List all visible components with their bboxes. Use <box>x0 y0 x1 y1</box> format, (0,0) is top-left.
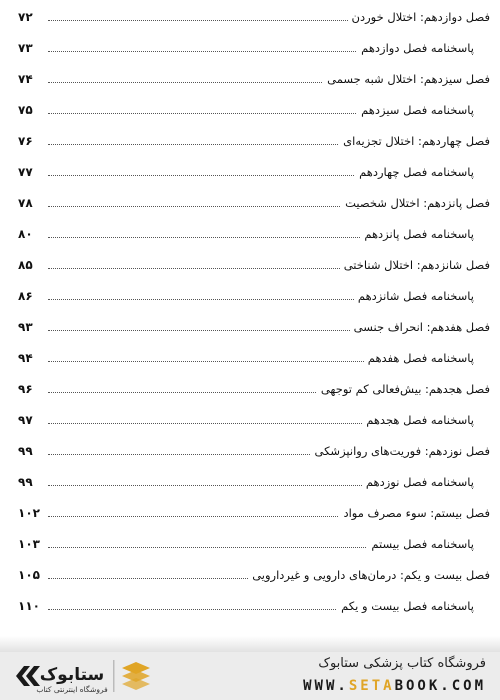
toc-answer-row[interactable] <box>0 533 500 555</box>
toc-entry-label: پاسخنامه فصل هفدهم <box>364 347 474 369</box>
toc-entry-label: پاسخنامه فصل پانزدهم <box>360 223 474 245</box>
toc-entry-label: پاسخنامه فصل سیزدهم <box>357 99 474 121</box>
toc-page-number: ۷۵ <box>18 99 37 121</box>
toc-entry-label: پاسخنامه فصل دوازدهم <box>357 37 474 59</box>
toc-entry-label: فصل دوازدهم: اختلال خوردن <box>348 6 490 28</box>
toc-entry-label: فصل شانزدهم: اختلال شناختی <box>340 254 490 276</box>
toc-entry-label: فصل سیزدهم: اختلال شبه جسمی <box>323 68 490 90</box>
store-name: فروشگاه کتاب پزشکی ستابوک <box>318 656 486 671</box>
logo-subtext: فروشگاه اینترنتی کتاب <box>36 685 108 694</box>
toc-page-number: ۱۱۰ <box>18 595 44 617</box>
toc-page-number: ۷۸ <box>18 192 37 214</box>
toc-page-number: ۷۳ <box>18 37 37 59</box>
toc-answer-row[interactable] <box>0 347 500 369</box>
setabook-logo <box>10 656 170 696</box>
store-url[interactable] <box>303 678 486 694</box>
toc-answer-row[interactable] <box>0 409 500 431</box>
toc-chapter-row[interactable] <box>0 502 500 524</box>
toc-page-number: ۷۲ <box>18 6 37 28</box>
toc-chapter-row[interactable] <box>0 440 500 462</box>
toc-page-number: ۹۳ <box>18 316 37 338</box>
toc-page-number: ۹۶ <box>18 378 37 400</box>
toc-answer-row[interactable] <box>0 471 500 493</box>
toc-entry-label: فصل پانزدهم: اختلال شخصیت <box>341 192 490 214</box>
logo-wordmark: ستابوک <box>39 665 105 685</box>
toc-answer-row[interactable] <box>0 285 500 307</box>
toc-page-number: ۹۹ <box>18 471 37 493</box>
footer-banner <box>0 652 500 700</box>
toc-entry-label: پاسخنامه فصل چهاردهم <box>355 161 474 183</box>
toc-entry-label: فصل هفدهم: انحراف جنسی <box>350 316 490 338</box>
toc-chapter-row[interactable] <box>0 192 500 214</box>
toc-page-number: ۱۰۵ <box>18 564 44 586</box>
toc-page-number: ۷۷ <box>18 161 37 183</box>
toc-entry-label: فصل بیستم: سوء مصرف مواد <box>339 502 490 524</box>
toc-entry-label: فصل هجدهم: بیش‌فعالی کم توجهی <box>317 378 490 400</box>
toc-page-number: ۸۶ <box>18 285 37 307</box>
toc-entry-label: پاسخنامه فصل بیست و یکم <box>337 595 474 617</box>
toc-answer-row[interactable] <box>0 223 500 245</box>
toc-answer-row[interactable] <box>0 161 500 183</box>
toc-chapter-row[interactable] <box>0 564 500 586</box>
toc-chapter-row[interactable] <box>0 254 500 276</box>
toc-chapter-row[interactable] <box>0 316 500 338</box>
toc-page-number: ۱۰۳ <box>18 533 44 555</box>
toc-page-number: ۷۴ <box>18 68 37 90</box>
toc-page-number: ۷۶ <box>18 130 37 152</box>
url-accent: SETA <box>348 678 395 694</box>
toc-entry-label: پاسخنامه فصل بیستم <box>367 533 474 555</box>
toc-entry-label: فصل بیست و یکم: درمان‌های دارویی و غیردارویی <box>248 564 490 586</box>
toc-chapter-row[interactable] <box>0 6 500 28</box>
toc-entry-label: پاسخنامه فصل هجدهم <box>362 409 474 431</box>
toc-entry-label: فصل نوزدهم: فوریت‌های روانپزشکی <box>311 440 491 462</box>
toc-entry-label: پاسخنامه فصل شانزدهم <box>354 285 474 307</box>
toc-page-number: ۹۷ <box>18 409 37 431</box>
toc-page-number: ۹۹ <box>18 440 37 462</box>
url-prefix: WWW. <box>303 678 349 694</box>
toc-page-number: ۸۵ <box>18 254 37 276</box>
toc-chapter-row[interactable] <box>0 68 500 90</box>
toc-answer-row[interactable] <box>0 99 500 121</box>
toc-page-number: ۸۰ <box>18 223 37 245</box>
url-suffix: BOOK.COM <box>394 678 486 694</box>
book-stack-icon <box>122 662 150 690</box>
toc-entry-label: فصل چهاردهم: اختلال تجزیه‌ای <box>339 130 490 152</box>
toc-answer-row[interactable] <box>0 37 500 59</box>
toc-entry-label: پاسخنامه فصل نوزدهم <box>362 471 474 493</box>
toc-chapter-row[interactable] <box>0 130 500 152</box>
toc-page-number: ۹۴ <box>18 347 37 369</box>
toc-chapter-row[interactable] <box>0 378 500 400</box>
toc-page-number: ۱۰۲ <box>18 502 44 524</box>
page-bottom-shadow <box>0 636 500 652</box>
toc-answer-row[interactable] <box>0 595 500 617</box>
chevron-arrows-icon <box>16 666 40 686</box>
